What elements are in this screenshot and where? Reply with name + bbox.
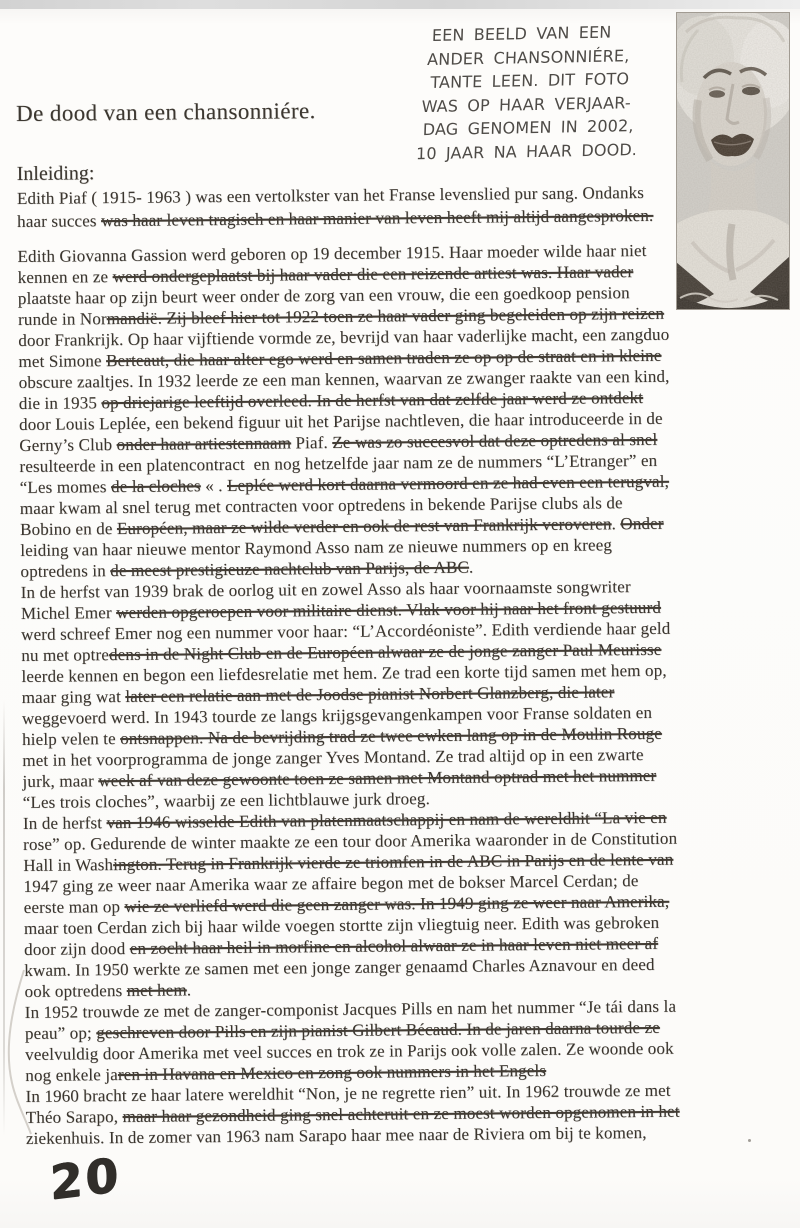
portrait-photo-image (676, 12, 790, 310)
text-line (430, 67, 640, 95)
text-segment: jurk, maar (22, 771, 99, 791)
text-segment: hielp velen te (22, 729, 121, 749)
text-segment: DAG GENOMEN IN 2002, (422, 116, 634, 140)
text-segment: Bobino en de (19, 519, 118, 539)
handwritten-note (415, 20, 642, 165)
text-segment: TANTE LEEN. DIT FOTO (430, 69, 630, 93)
struck-text-segment: was haar leven tragisch en haar manier van leven heeft mij altijd aangesproken. (100, 205, 654, 230)
text-segment: kennen en ze (17, 267, 113, 287)
text-line (416, 138, 638, 166)
text-segment: ziekenhuis. In de zomer van 1963 nam Sarapo haar mee naar de Riviera om bij te komen, (25, 1122, 647, 1148)
struck-text-segment: mandië. Zij bleef hier tot 1922 toen ze haar vader ging begeleiden op zijn reizen (106, 303, 665, 329)
text-segment: ook optredens (24, 980, 127, 1001)
text-segment: obscure zaaltjes. In 1932 leerde ze een man kennen, waarvan ze zwanger raakte van een kind, (18, 366, 670, 392)
text-segment: In de herfst (22, 813, 107, 833)
text-segment: werd schreef Emer nog een nummer voor haar: “L’Accordéoniste”. Edith verdiende haar geld (20, 618, 671, 644)
text-segment: door zijn dood (24, 938, 130, 959)
page-edge-shadow (3, 700, 5, 1136)
text-segment: met Simone (18, 351, 107, 371)
text-segment: “Les momes (19, 477, 112, 497)
text-segment: . (186, 980, 192, 1000)
struck-text-segment: werden opgeroepen voor militaire dienst. Vlak voor hij naar het front gestuurd (116, 597, 662, 623)
text-segment: leerde kennen en begon een liefdesrelatie met hem. Ze trad een korte tijd samen met hem op, (21, 660, 667, 686)
struck-text-segment: later een relatie aan met de Joodse pianist Norbert Glanzberg, die later (125, 682, 615, 706)
struck-text-segment: Leplée werd kort daarna vermoord en ze had even een terugval, (226, 471, 670, 495)
text-segment: Edith Piaf ( 1915- 1963 ) was een vertolkster van het Franse levenslied pur sang. Ondanks (16, 182, 645, 208)
text-segment: door Louis Leplée, een bekend figuur uit het Parijse nachtleven, die haar introduceerde in de (18, 408, 663, 434)
text-segment: ANDER CHANSONNIÉRE, (426, 45, 630, 69)
text-segment: door Frankrijk. Op haar vijftiende vormde ze, bevrijd van haar vaderlijke macht, een zangduo (18, 324, 670, 350)
paper-crease (0, 968, 44, 1140)
struck-text-segment: Onder (620, 513, 664, 534)
text-segment: In de herfst van 1939 brak de oorlog uit en zowel Asso als haar voornaamste songwriter (20, 577, 631, 602)
struck-text-segment: ren in Havana en Mexico en zong ook nummers in het Engels (117, 1060, 547, 1085)
text-segment: “Les trois cloches”, waarbij ze een lichtblauwe jurk droeg. (22, 789, 431, 812)
text-segment: 10 JAAR NA HAAR DOOD. (415, 139, 638, 163)
struck-text-segment: de la cloches (110, 476, 201, 497)
text-segment: eerste man op (23, 896, 125, 917)
text-segment: Hall in Wash (23, 855, 114, 875)
struck-text-segment: dens in de Night Club en de Européen alwaar ze de jonge zanger Paul Meurisse (108, 639, 662, 665)
struck-text-segment: maar haar gezondheid ging snel achteruit en ze moest worden opgenomen in het (122, 1101, 680, 1127)
struck-text-segment: Ze was zo succesvol dat deze optredens al snel (332, 429, 658, 452)
text-segment: met in het voorprogramma de jonge zanger Yves Montand. Ze trad altijd op in een zwarte (22, 745, 644, 770)
struck-text-segment: onder haar artiestennaam (116, 433, 292, 455)
text-segment: maar toen Cerdan zich bij haar wilde voegen stortte zijn vliegtuig neer. Edith was gebroken (23, 912, 660, 938)
text-segment: rose” op. Gedurende de winter maakte ze een tour door Amerika waaronder in de Constitution (23, 828, 678, 854)
text-segment: maar kwam al snel terug met contracten voor optredens in bekende Parijse clubs als de (19, 493, 623, 518)
text-segment: maar ging wat (21, 686, 126, 707)
page-number: 20 (49, 1147, 123, 1212)
text-segment: In 1960 bracht ze haar latere wereldhit “Non, je ne regrette rien” uit. In 1962 trouwde ze met (25, 1080, 671, 1106)
body-paragraph (17, 240, 680, 1149)
struck-text-segment: Européen, maar ze wilde verder en ook de rest van Frankrijk veroveren (116, 514, 612, 539)
struck-text-segment: ington. Terug in Frankrijk vierde ze triomfen in de ABC in Parijs en de lente van (113, 849, 674, 875)
text-segment: leiding van haar nieuwe mentor Raymond Asso nam ze nieuwe nummers op en kreeg (20, 535, 613, 560)
intro-paragraph (17, 182, 654, 233)
text-segment: optredens in (20, 561, 111, 581)
text-segment: kwam. In 1950 werkte ze samen met een jonge zanger genaamd Charles Aznavour en deed (24, 954, 655, 980)
text-segment: Gerny’s Club (19, 435, 117, 455)
text-segment: In 1952 trouwde ze met de zanger-componist Jacques Pills en nam het nummer “Je tái dans la (24, 996, 677, 1022)
text-segment: plaatste haar op zijn beurt weer onder de zorg van een vrouw, die een goedkoop pension (17, 283, 630, 308)
portrait-photo (676, 12, 790, 310)
text-segment: Michel Emer (20, 603, 117, 623)
text-segment: Piaf. (290, 432, 333, 453)
text-segment: runde in Nor (17, 309, 107, 329)
text-line (432, 20, 642, 48)
scan-speck (748, 1139, 751, 1142)
text-segment: veelvuldig door Amerika met veel succes en trok ze in Parijs ook volle zalen. Ze woonde ook (25, 1038, 674, 1064)
text-segment: Théo Sarapo, (25, 1107, 123, 1127)
text-segment: WAS OP HAAR VERJAAR- (421, 92, 632, 116)
page-title: De dood van een chansonniére. (15, 98, 316, 126)
struck-text-segment: van 1946 wisselde Edith van platenmaatschappij en nam de wereldhit “La vie en (106, 807, 667, 833)
struck-text-segment: ontsnappen. Na de bevrijding trad ze twee ewken lang op in de Moulin Rouge (120, 723, 662, 749)
struck-text-segment: en zocht haar heil in morfine en alcohol alwaar ze in haar leven niet meer af (129, 933, 659, 958)
struck-text-segment: week af van deze gewoonte toen ze samen met Montand optrad met het nummer (98, 765, 657, 791)
text-segment: die in 1935 (18, 393, 102, 413)
section-heading: Inleiding: (16, 162, 95, 185)
struck-text-segment: werd ondergeplaatst bij haar vader die een reizende artiest was. Haar vader (112, 262, 634, 287)
text-line (422, 114, 638, 142)
text-segment: 1947 ging ze weer naar Amerika waar ze affaire begon met de bokser Marcel Cerdan; de (23, 871, 639, 896)
text-segment: . (468, 557, 474, 577)
text-segment: Edith Giovanna Gassion werd geboren op 19 december 1915. Haar moeder wilde haar niet (17, 240, 647, 266)
text-segment: « . (200, 475, 228, 496)
struck-text-segment: wie ze verliefd werd die geen zanger was. In 1949 ging ze weer naar Amerika, (124, 891, 670, 916)
text-segment: . (611, 514, 621, 534)
text-segment: nu met optre (21, 645, 110, 665)
struck-text-segment: met hem (126, 980, 187, 1000)
text-segment: peau” op; (24, 1023, 97, 1043)
struck-text-segment: de meest prestigieuze nachtclub van Parijs, de ABC (110, 557, 470, 581)
struck-text-segment: op driejarige leeftijd overleed. In de herfst van dat zelfde jaar werd ze ontdekt (101, 387, 644, 413)
text-segment: haar succes (17, 210, 102, 231)
struck-text-segment: geschreven door Pills en zijn pianist Gilbert Bécaud. In de jaren daarna tourde ze (96, 1017, 660, 1043)
text-segment: EEN BEELD VAN EEN (431, 22, 612, 45)
struck-text-segment: Berteaut, die haar alter ego werd en samen traden ze op op de straat en in kleine (105, 345, 662, 371)
text-segment: nog enkele ja (25, 1065, 118, 1085)
text-segment: resulteerde in een platencontract en nog hetzelfde jaar nam ze de nummers “L’Etranger” en (19, 450, 658, 476)
text-segment: weggevoerd werd. In 1943 tourde ze langs krijgsgevangenkampen voor Franse soldaten en (21, 702, 653, 728)
